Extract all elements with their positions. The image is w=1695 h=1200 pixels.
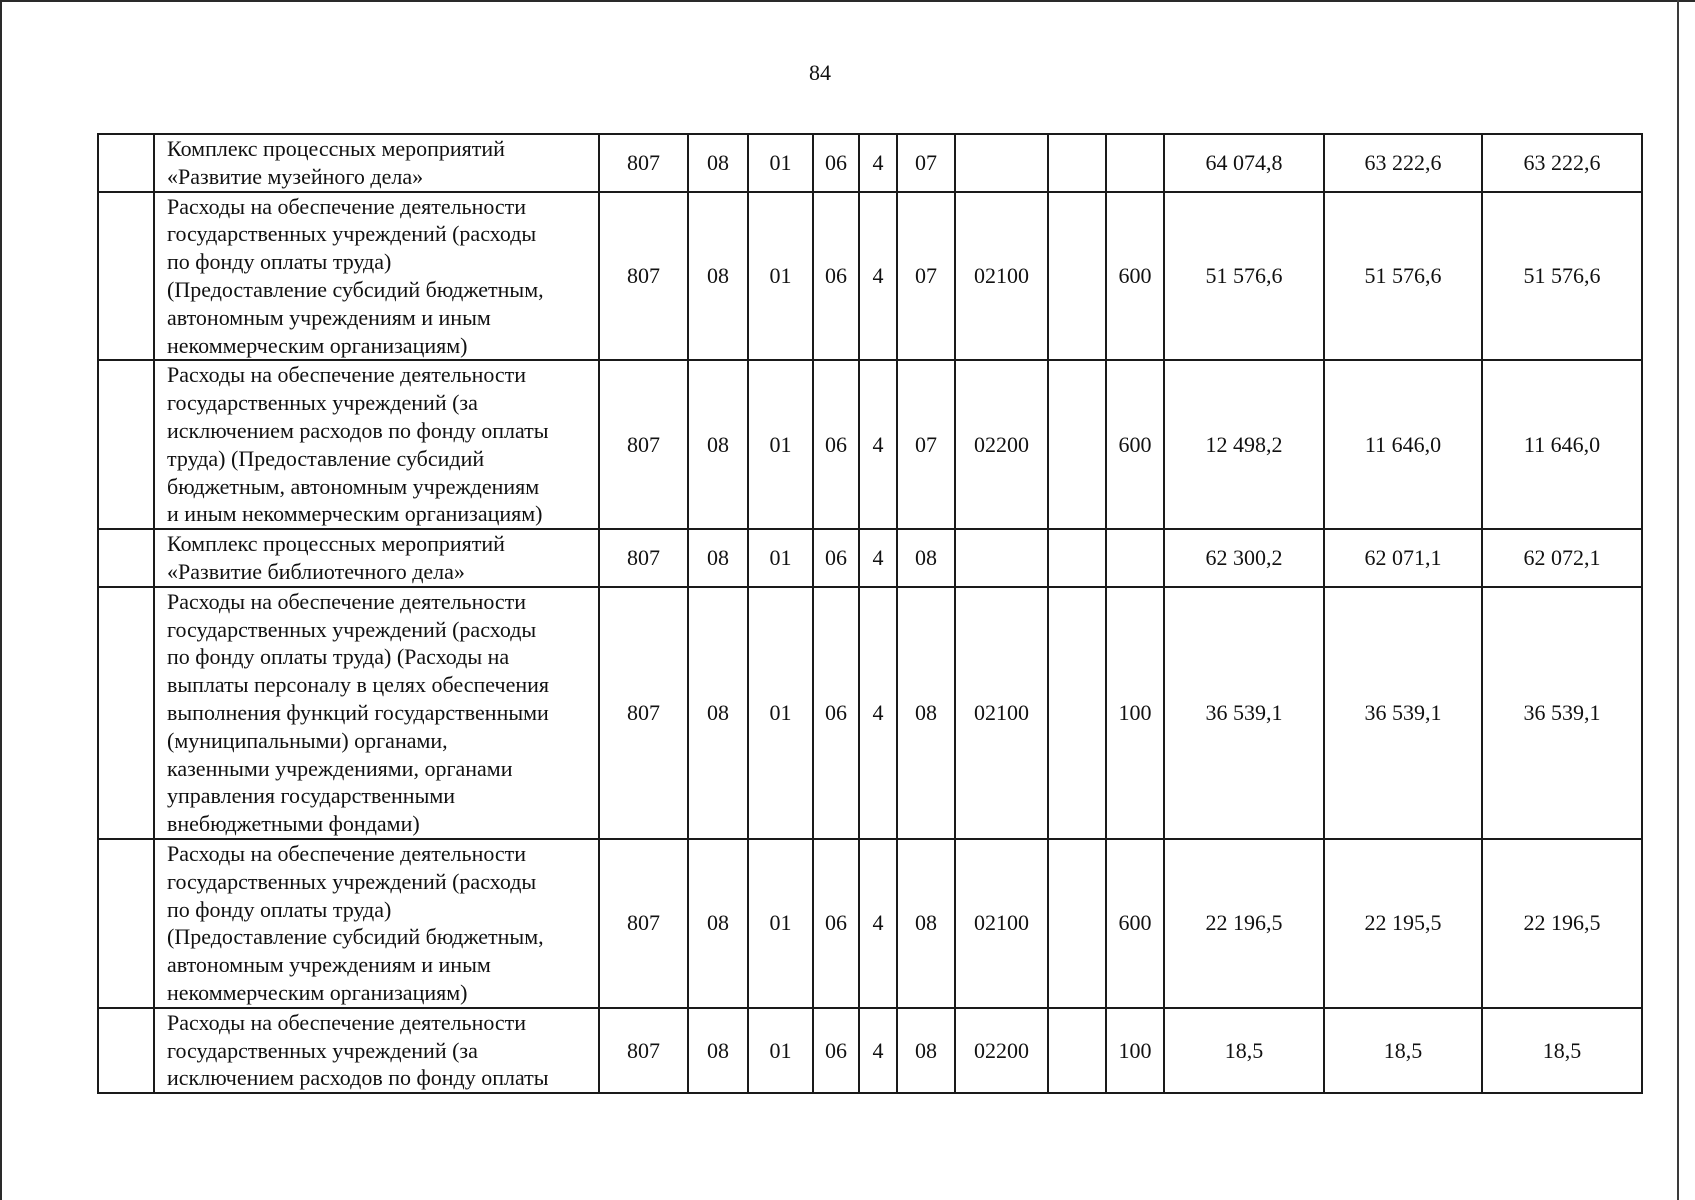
cell-direction: 02200 <box>955 1008 1048 1093</box>
description-line: (Предоставление субсидий бюджетным, <box>167 924 544 950</box>
cell-expense-type: 600 <box>1106 360 1164 529</box>
cell-program-type: 4 <box>859 529 897 587</box>
cell-expense-type: 100 <box>1106 587 1164 839</box>
cell-amount-year2: 22 195,5 <box>1324 839 1482 1008</box>
cell-index <box>98 529 154 587</box>
cell-program: 06 <box>813 1008 859 1093</box>
cell-subsection: 01 <box>748 587 813 839</box>
table-row <box>98 1008 1642 1093</box>
cell-ved: 807 <box>599 1008 688 1093</box>
cell-program-type: 4 <box>859 192 897 361</box>
description-line: государственных учреждений (за <box>167 390 478 416</box>
cell-program-type: 4 <box>859 1008 897 1093</box>
cell-index <box>98 1008 154 1093</box>
description-line: государственных учреждений (расходы <box>167 616 537 642</box>
cell-amount-year1: 18,5 <box>1164 1008 1324 1093</box>
description-line: выполнения функций государственными <box>167 699 549 725</box>
description-line: некоммерческим организациям) <box>167 332 468 358</box>
cell-amount-year2: 36 539,1 <box>1324 587 1482 839</box>
cell-program-type: 4 <box>859 360 897 529</box>
cell-ved: 807 <box>599 192 688 361</box>
cell-index <box>98 839 154 1008</box>
cell-section: 08 <box>688 1008 748 1093</box>
description-line: по фонду оплаты труда) (Расходы на <box>167 644 510 670</box>
description-line: Расходы на обеспечение деятельности <box>167 362 527 388</box>
cell-subsection: 01 <box>748 134 813 192</box>
cell-code-extra <box>1048 529 1106 587</box>
table-row <box>98 529 1642 587</box>
description-line: Расходы на обеспечение деятельности <box>167 193 527 219</box>
cell-amount-year2: 18,5 <box>1324 1008 1482 1093</box>
description-line: бюджетным, автономным учреждениям <box>167 473 540 499</box>
cell-direction: 02100 <box>955 192 1048 361</box>
cell-amount-year2: 11 646,0 <box>1324 360 1482 529</box>
cell-description <box>154 134 599 192</box>
cell-section: 08 <box>688 360 748 529</box>
description-line: государственных учреждений (за <box>167 1037 478 1063</box>
description-line: автономным учреждениям и иным <box>167 304 491 330</box>
cell-description <box>154 587 599 839</box>
cell-amount-year3: 22 196,5 <box>1482 839 1642 1008</box>
cell-program: 06 <box>813 134 859 192</box>
description-line: государственных учреждений (расходы <box>167 221 537 247</box>
cell-amount-year1: 62 300,2 <box>1164 529 1324 587</box>
cell-amount-year2: 51 576,6 <box>1324 192 1482 361</box>
description-line: и иным некоммерческим организациям) <box>167 501 543 527</box>
description-line: автономным учреждениям и иным <box>167 952 491 978</box>
cell-expense-type: 100 <box>1106 1008 1164 1093</box>
description-line: Комплекс процессных мероприятий <box>167 136 505 161</box>
cell-code-extra <box>1048 192 1106 361</box>
cell-direction <box>955 529 1048 587</box>
cell-amount-year3: 11 646,0 <box>1482 360 1642 529</box>
cell-program: 06 <box>813 360 859 529</box>
cell-expense-type <box>1106 529 1164 587</box>
cell-program-type: 4 <box>859 587 897 839</box>
cell-amount-year3: 62 072,1 <box>1482 529 1642 587</box>
cell-description <box>154 360 599 529</box>
cell-amount-year1: 64 074,8 <box>1164 134 1324 192</box>
cell-complex: 08 <box>897 1008 955 1093</box>
description-line: (муниципальными) органами, <box>167 727 448 753</box>
cell-index <box>98 587 154 839</box>
cell-program-type: 4 <box>859 134 897 192</box>
cell-description <box>154 192 599 361</box>
budget-table <box>97 133 1643 1094</box>
description-line: Комплекс процессных мероприятий <box>167 531 505 557</box>
description-line: некоммерческим организациям) <box>167 979 468 1005</box>
table-row <box>98 587 1642 839</box>
cell-complex: 07 <box>897 134 955 192</box>
page-edge-right <box>1677 0 1679 1200</box>
cell-amount-year1: 12 498,2 <box>1164 360 1324 529</box>
cell-amount-year3: 36 539,1 <box>1482 587 1642 839</box>
description-line: исключением расходов по фонду оплаты <box>167 1065 549 1091</box>
description-line: управления государственными <box>167 783 456 809</box>
cell-section: 08 <box>688 134 748 192</box>
cell-ved: 807 <box>599 529 688 587</box>
description-line: Расходы на обеспечение деятельности <box>167 588 527 614</box>
cell-direction: 02100 <box>955 839 1048 1008</box>
cell-code-extra <box>1048 134 1106 192</box>
cell-complex: 07 <box>897 192 955 361</box>
table-row <box>98 134 1642 192</box>
cell-index <box>98 134 154 192</box>
description-line: Расходы на обеспечение деятельности <box>167 840 527 866</box>
table-row <box>98 839 1642 1008</box>
description-line: по фонду оплаты труда) <box>167 896 392 922</box>
cell-ved: 807 <box>599 839 688 1008</box>
cell-subsection: 01 <box>748 1008 813 1093</box>
cell-description <box>154 1008 599 1093</box>
cell-complex: 08 <box>897 839 955 1008</box>
description-line: исключением расходов по фонду оплаты <box>167 417 549 443</box>
description-line: «Развитие библиотечного дела» <box>167 558 465 584</box>
cell-complex: 08 <box>897 587 955 839</box>
cell-ved: 807 <box>599 587 688 839</box>
cell-ved: 807 <box>599 134 688 192</box>
cell-amount-year3: 63 222,6 <box>1482 134 1642 192</box>
cell-expense-type <box>1106 134 1164 192</box>
cell-code-extra <box>1048 839 1106 1008</box>
description-line: (Предоставление субсидий бюджетным, <box>167 276 544 302</box>
cell-program: 06 <box>813 192 859 361</box>
cell-code-extra <box>1048 360 1106 529</box>
table-row <box>98 360 1642 529</box>
cell-index <box>98 192 154 361</box>
cell-subsection: 01 <box>748 192 813 361</box>
description-line: государственных учреждений (расходы <box>167 868 537 894</box>
cell-direction: 02200 <box>955 360 1048 529</box>
cell-program: 06 <box>813 587 859 839</box>
cell-amount-year1: 36 539,1 <box>1164 587 1324 839</box>
description-line: выплаты персоналу в целях обеспечения <box>167 672 550 698</box>
page-edge-left <box>0 0 2 1200</box>
cell-index <box>98 360 154 529</box>
cell-amount-year1: 22 196,5 <box>1164 839 1324 1008</box>
cell-subsection: 01 <box>748 360 813 529</box>
cell-code-extra <box>1048 587 1106 839</box>
page-number: 84 <box>809 60 831 85</box>
cell-program-type: 4 <box>859 839 897 1008</box>
description-line: «Развитие музейного дела» <box>167 163 424 189</box>
cell-complex: 08 <box>897 529 955 587</box>
cell-expense-type: 600 <box>1106 192 1164 361</box>
cell-description <box>154 839 599 1008</box>
cell-description <box>154 529 599 587</box>
cell-amount-year2: 63 222,6 <box>1324 134 1482 192</box>
cell-code-extra <box>1048 1008 1106 1093</box>
cell-program: 06 <box>813 529 859 587</box>
cell-expense-type: 600 <box>1106 839 1164 1008</box>
description-line: казенными учреждениями, органами <box>167 755 513 781</box>
cell-amount-year3: 18,5 <box>1482 1008 1642 1093</box>
description-line: труда) (Предоставление субсидий <box>167 445 485 471</box>
cell-section: 08 <box>688 839 748 1008</box>
cell-amount-year1: 51 576,6 <box>1164 192 1324 361</box>
cell-subsection: 01 <box>748 839 813 1008</box>
cell-subsection: 01 <box>748 529 813 587</box>
cell-complex: 07 <box>897 360 955 529</box>
cell-direction: 02100 <box>955 587 1048 839</box>
cell-section: 08 <box>688 587 748 839</box>
table-body <box>98 134 1642 1093</box>
cell-section: 08 <box>688 529 748 587</box>
cell-ved: 807 <box>599 360 688 529</box>
page-edge-top <box>0 0 1695 2</box>
description-line: по фонду оплаты труда) <box>167 249 392 275</box>
cell-direction <box>955 134 1048 192</box>
description-line: внебюджетными фондами) <box>167 811 420 837</box>
cell-program: 06 <box>813 839 859 1008</box>
cell-amount-year3: 51 576,6 <box>1482 192 1642 361</box>
cell-section: 08 <box>688 192 748 361</box>
table-row <box>98 192 1642 361</box>
cell-amount-year2: 62 071,1 <box>1324 529 1482 587</box>
description-line: Расходы на обеспечение деятельности <box>167 1009 527 1035</box>
